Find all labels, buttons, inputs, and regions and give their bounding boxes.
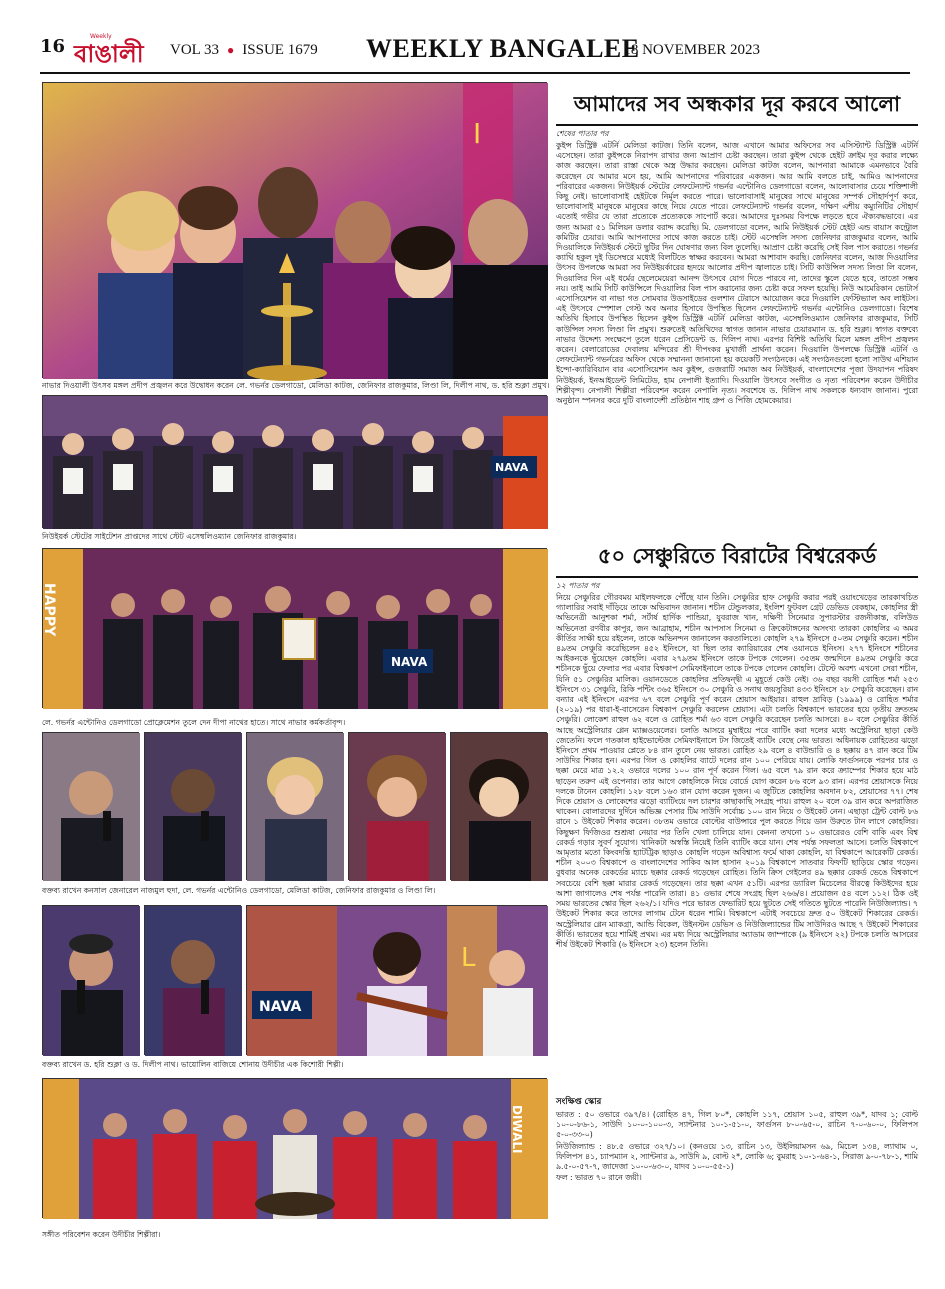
caption-photo-1: নাভার দিওয়ালী উৎসব মঙ্গল প্রদীপ প্রজ্বলন করে উদ্বোধন করেন লে. গভর্নর ডেলগাডো, মেলিডা কাটজ, জেনিফার রাজকুমার, লিণ্ডা লি, দিলীপ নাথ, ড. হরি শুক্লা প্রমুখ। bbox=[42, 381, 550, 390]
banner-letter: L bbox=[461, 943, 476, 973]
scorecard-new-zealand: নিউজিল্যান্ড : ৪৮.৫ ওভারে ৩২৭/১০। (কনওয়ে ১৩, রাচিন ১৩, উইলিয়ামসন ৬৯, মিচেল ১৩৪, ল্যাথাম ০, ফিলিপস ৪১, চ্যাপম্যান ২, স্যান্টনার ৯, সাউদি ৯, বোল্ট ২*, লোকি ৬; বুমরাহ ১০-১-৬৪-১, সিরাজ ৯-০-৭৮-১, শামি ৯.৫-০-৫৭-৭, জাদেজা ১০-০-৬৩-০, যাদব ১০-০-৫৫-১) bbox=[556, 1141, 918, 1172]
volume-issue bbox=[170, 42, 318, 59]
volume: VOL 33 bbox=[170, 42, 220, 58]
speakers-row bbox=[42, 732, 547, 882]
paper-name: WEEKLY BANGALEE bbox=[366, 34, 640, 63]
photo-citation-group bbox=[42, 395, 547, 528]
article-kohli-continued: ১২ পাতার পর bbox=[556, 581, 600, 590]
issue-date: 18 NOVEMBER 2023 bbox=[623, 42, 760, 58]
article-diwali-body: কুইন্স ডিস্ট্রিক্ট এটর্নি মেলিডা কাটজ। তিনি বলেন, আজ এখানে আমার অফিসের সব এসিস্ট্যান্ট ডিস্ট্রিক্ট এটর্নি এসেছেন। তারা কুইন্সকে নিরাপদ রাখার জন্য আপ্রাণ চেষ্টা করছেন। তারা কুইন্স থেকে হেইট ক্রাইম দূর করার লক্ষ্যে কাজ করছেন। তারা রাস্তা থেকে অস্ত্র উদ্ধার করছেন। মেলিডা কাটজ বলেন, আপনারা আমাকে এমনভাবে বৈরি করেছেন যে আমার মনে হয়, আমি আপনাদের পরিবারের একজন। আর আমি বলতে চাই, আমিও আপনাদের পরিবারের একজন। নিউইয়র্ক স্টেটের লেফটেন্যান্ট গভর্নর এন্টোনিও ডেলগাডো বলেন, আলোবাসার চেয়ে শক্তিশালী কিছু নেই। ভালোবাসাই হেইটকে নির্মূল করতে পারে। ভালোবাসাই মানুষের সাথে মানুষের সম্পর্ক সৌহার্দপূর্ণ করে, ভালোবাসাই মানুষকে মানুষের কাছে নিয়ে যেতে পারে। লেফটেন্যান্ট গভর্নর বলেন, দক্ষিণ এশীয় কম্যুনিটির সৌহার্দ এতোই গভীর যে তারা প্রত্যেকে প্রত্যেককে সাপোর্ট করে। আমাদের দুঃসময় বিপক্ষে লড়তে হবে ঐক্যবদ্ধভাবে। এর জন্য আমরা ৫১ মিলিয়ন ডলার বরাদ্দ করেছি। মি. ডেলগাডো বলেন, আমি নিউইয়র্ক স্টেট হেইট এন্ড বায়াস কন্ট্রোল কমিটির চেয়ার। আমি আপনাদের সাথে কাজ করতে চাই। স্টেট এসেম্বলি সদস্য জেনিফার রাজকুমার বলেন, আমি দিওয়ালিকে নিউইয়র্ক স্টেটে ছুটির দিন ঘোষণার জন্য বিল তুলেছি। আপ্রাণ চেষ্টা করেছি সেই বিল পাস করাতে। গভর্নর ক্যাথি হকুল দুই ডিসেম্বরে মধ্যেই বিলটিতে স্বাক্ষর করবেন। আমরা আশাবাদ করছি। জেনিফার বলেন, আজ দিওয়ালির উৎসব উপলক্ষে আমরা সব নিউইয়র্কারের হৃদয়ে আলোর প্রদীপ জ্বালাতে চাই। সিটি কাউন্সিল সদস্য লিণ্ডা লি বলেন, দিওয়ালির দিন এই ধর্মের ছেলেমেয়েরা আনন্দ উৎসবে যোগ দিতে পারবে না, তাদের স্কুলে যেতে হবে, তাতো সম্ভব নয়। তাই আমি সিটি কাউন্সিলে দিওয়ালির বিল পাস করানোর জন্য চেষ্টা করে সফল হয়েছি। নিউ আমেরিকান ভোটার্স এসোসিয়েশন বা নাভা গত সোমবার উডসাইডের গুলশান টেরাসে আয়োজন করে দিওয়ালি ফেস্টিভ্যাল অব লাইটস। এই উৎসবে স্পেশাল গেস্ট অব অনার হিসাবে উপস্থিত ছিলেন লেফটেন্যান্ট গভর্নর এন্টোনিও ডেলগাডো। বিশেষ অতিথি হিসাবে উপস্থিত ছিলেন কুইন্স ডিস্ট্রিক্ট এটর্নি মেলিডা কাটজ, এসেম্বলিওম্যান জেনিফার রাজকুমার, সিটি কাউন্সিল সদস্য লিণ্ডা লি প্রমুখ। শুরুতেই অতিথিদের স্বাগত জানান নাভার চেয়ারম্যান ড. হরি শুক্লা। স্বাগত বক্তব্যে নাভার উদ্দেশ্য সংক্ষেপে তুলে ধরেন প্রেসিডেন্ট ড. দিলিপ নাথ। এরপর বিশিষ্ট অতিথি মিলে মঙ্গল প্রদীপ প্রজ্বলন করেন। বেলারোডের দেবালয় মন্দিরের শ্রী দীপংকর মুখার্জী প্রার্থনা করেন। দিওয়ালি উপলক্ষে ডিস্ট্রিক্ট এটর্নি ও লেফটেন্যান্ট গভর্নরের অফিস থেকে সম্মাননা জানানো হয় কয়েকটি সংগঠনকে। এই সংগঠনগুলো হলো সাউথ এশিয়ান ইন্দো-ক্যারিবিয়ান বার এসোসিয়েশন অব কুইন্স, গুজরাটি সমাজ অব নিউইয়র্ক, বাংলাদেশের পূজা উদযাপন পরিষদ নিউইয়র্ক, ইনআইডেন্ট লিমিটেড, হাম নেপালী ইত্যাদি। দিওয়ালি উৎসবে সংগীত ও নৃত্য পরিবেশন করেন উদীচীর শিল্পীবৃন্দ। নেপালী শিল্পীরা পরিবেশন করেন নেপালি নৃত্য। সবশেষে ড. দিলিপ নাথ সকলকে ধন্যবাদ জানান। পুরো অনুষ্ঠান স্পনসর করে দুটি বাংলাদেশী প্রতিষ্ঠান শাহ গ্রুপ ও পিজি হোমকেয়ার। bbox=[556, 141, 918, 406]
scorecard-heading: সংক্ষিপ্ত স্কোর bbox=[556, 1097, 602, 1107]
masthead bbox=[40, 30, 910, 74]
banner-happy: HAPPY bbox=[41, 583, 57, 637]
nava-banner: NAVA bbox=[259, 999, 302, 1015]
logo-text: বাঙালী bbox=[74, 40, 144, 68]
photo-speaker-rajkumar bbox=[348, 732, 445, 880]
caption-photo-2: নিউইয়র্ক স্টেটের সাইটেশন প্রাপ্তদের সাথে স্টেট এসেম্বলিওম্যান জেনিফার রাজকুমার। bbox=[42, 532, 297, 541]
scorecard-result: ফল : ভারত ৭০ রানে জয়ী। bbox=[556, 1173, 642, 1183]
article-kohli-body: নিয়ে সেঞ্চুরির গৌরবময় মাইলফলকে পৌঁছে যান তিনি। সেঞ্চুরির হাফ সেঞ্চুরি করার পরই ওয়াংখেড়ের তারকাখচিত গ্যালারির সবাই দাঁড়িয়ে তাকে অভিবাদন জানান। শচীন টেন্ডুলকার, ইংলিশ ফুটবল গ্রেট ডেভিড বেকহাম, কোহলির স্ত্রী অভিনেত্রী আনুশকা শর্মা, সর্টার্ষ হার্দিক পান্ডিয়া, যুবরাজ খান, দক্ষিণী সিনেমার সুপারস্টার রজনীকান্ত, বলিউড অভিনেতা রণবীর কাপুর, জন আব্রাহাম, শচীন আপসাস সিনেমা ও ক্রিকেটাঙ্গনের অসংখ্য তারকা কোহলির এ অমর কীর্তির সাক্ষী হয়ে রইলেন, তাকে অভিনন্দন জানালেন করতালিতে। কোহলি ২৭৯ ইনিংসে ৫০তম সেঞ্চুরি করেন। শচীন ৪৯তম সেঞ্চুরি করেছিলেন ৪৫২ ইনিংসে, যা ছিল তার ক্যারিয়ারের শেষ ওয়ানডে ইনিংস। ২৭৭ ইনিংসে শচীনের আইকনকে ছুঁয়েছেন কোহলি। এবার ২৭৯তম ইনিংসে তাকে টপকে গেলেন। ৩৫তম জন্মদিনে ৪৯তম সেঞ্চুরি করে শচীনকে ছুঁয়ে ফেলার পর এবার বিশ্বকাপ সেমিফাইনালে তাকে টপকে গেলেন কোহলি। টেস্টে অবশ্য এখনো সেরা শচীন, যিনি ৫১ সেঞ্চুরির মালিক। ওয়ানডেতে কোহলির প্রতিদ্বন্দ্বী এ মুহূর্তে কেউ নেই। ৩৬ বছর বয়সী রোহিত শর্মা ২৫৩ ইনিংসে ৩১ সেঞ্চুরি, রিকি পন্টিং ৩৬৫ ইনিংসে ৩০ সেঞ্চুরি ও সনাথ জয়সুরিয়া ৪৩৩ ইনিংসে ২৮ সেঞ্চুরি করেছেন। রান বন্যার এই ইনিংসে এরপর ৬৭ বলে সেঞ্চুরি পূর্ণ করেন শ্রেয়াস আইয়ার। রাহুল দ্রাবিড় (১৯৯৯) ও রোহিত শর্মার (২০১৯) পর ধারা-ই-বাসেরেন বিশ্বকাপ সেঞ্চুরি করলেন শ্রেয়াস। এটা চলতি বিশ্বকাপে ভারতের হয়ে তৃতীয় দ্রুততম সেঞ্চুরি। লোকেশ রাহুল ৬২ বলে ও রোহিত শর্মা ৬৩ বলে সেঞ্চুরি করেছেন চলতি আসরে। ৪০ বলে সেঞ্চুরির কীর্তি আছে অস্ট্রেলিয়ার গ্লেন ম্যাক্সওয়েলের। চলতি আসরে মুম্বাইয়ে পরে ব্যাটিং করা দলের মধ্যে অস্ট্রেলিয়া ছাড়া কেউ জেতেনি। ফলে গতকাল হাইভোল্টেজ সেমিফাইনালে টস জিতেই ব্যাটিং বেছে নেয় ভারত। অধিনায়ক রোহিতের ঝড়ো ইনিংসে প্রথম পাওয়ার প্লেতে ৮৪ রান তুলে নেয় ভারত। রোহিত ২৯ বলে ৪ বাউন্ডারি ও ৪ ছক্কায় ৪৭ রান করে টিম সাউদির শিকার হন। এরপর গিল ও কোহলির ব্যাটে দলের রান ১০০ পেরিয়ে যায়। লোকি ফার্গুসনকে পরপর চার ও ছক্কা মেরে মাত্র ১২.২ ওভারে দলের ১০০ রান পূর্ণ করেন গিল। ৬৫ বলে ৭৯ রান করে ক্র্যাম্পের শিকার হয়ে মাঠ ছাড়েন তরুণ এই ওপেনার। তার আগে কোহলিকে নিয়ে বোর্ডে যোগ করেন ৮৬ বলে ৯৩ রান। এরপর শ্রেয়াসকে নিয়ে দলকে টানেন কোহলি। ১২৮ বলে ১৬৩ রান যোগ করেন দুজন। এ জুটিতে কোহলির অবদান ৮২, শ্রেয়াসের ৭৭। শেষ দিকে শ্রেয়াস ও লোকেশের ঝড়ো ব্যাটিংয়ে দল চারশর কাছাকাছি সংগ্রহ পায়। রাহুল ২০ বলে ৩৯ রান করে অপরাজিত থাকেন। বোলারদের দুর্দিনে অভিজ্ঞ পেসার টিম সাউদি সর্বোচ্চ ১০০ রান নিয়ে ৩ উইকেট নেন। এছাড়া ট্রেন্ট বোল্ট ৮৬ রানে ১ উইকেট শিকার করেন। ৩৮তম ওভারে বোল্টের বাউন্সারে পুল করতে গিয়ে ডান উরুতে টান লাগে কোহলির। কিছুক্ষণ ফিজিওর শুশ্রূষা নেয়ার পর তিনি খেলা চালিয়ে যান। কেননা তখনো ১০ ওভারেরও বেশি বাকি এবং বিশ্ব রেকর্ড গড়ার সুবর্ণ সুযোগ। খানিকটা অস্বস্তি নিয়েই তিনি ব্যাটিং করে যান। শেষ পর্যন্ত সফলতা আসে। চলতি বিশ্বকাপে আমৃতার মতো কিংবদন্তি হ্যাটট্রিক ছাড়াও কোহলি গড়েন অবিশ্বাস্য ফর্মে থাকা কোহলি, যা বিশ্বকাপে আরেকটি রেকর্ড। শচীন ২০০৩ বিশ্বকাপে ও বাংলাদেশের সাকিব আল হাসান ২০১৯ বিশ্বকাপে সাতবার ফিফটি ছাড়িয়ে স্কোর গড়েন। বুধবার অনেক রেকর্ডের ম্যাচে ছক্কার রেকর্ড গড়েছেন রোহিত। তিনি ক্রিস গেইলের ৪৯ ছক্কার রেকর্ড ভেঙে বিশ্বকাপে সবচেয়ে বেশি ছক্কা মারার রেকর্ড গড়েছেন। তার ছক্কা এখন ৫১টি। এরপর ড্যারিল মিচেলের বীরত্বে কিউইদের হয়ে আশা জাগালেও শেষ পর্যন্ত পারেনি তারা। ৪১ ওভার শেষে সংগ্রহ ছিল ২৬৬/৪। প্রয়োজন ৫৪ বলে ১১২। ঠিক ওই সময় ভারতের স্কোর ছিল ২৬২/১। যদিও পরে ভারত ফেভারিট হয়ে ছুটতে সেই গতিতে ছুটতে পারেনি নিউজিল্যান্ড। ৭ উইকেট শিকার করে তাদের লাগাম টেনে ধরেন শামি। বিশ্বকাপে এটাই সবচেয়ে দ্রুত ৫০ উইকেট শিকারের রেকর্ড। অস্ট্রেলিয়ার গ্লেন ম্যাকগ্রা, আন্ডি বিকেল, উইনস্টন ডেভিস ও নিউজিল্যান্ডের টিম সাউদিরও আছে ৭ উইকেট শিকারের কীর্তি। ভারতের হয়ে শামিই প্রথম। এর মধ্য দিয়ে অস্ট্রেলিয়ার অ্যাডাম জাম্পাকে (৯ ইনিংসে ২২) টপকে চলতি আসরের শীর্ষ উইকেট শিকারি (৬ ইনিংসে ২৩) হলেন তিনি। bbox=[556, 593, 918, 949]
article-diwali bbox=[556, 86, 918, 530]
photo-violinist bbox=[246, 905, 547, 1055]
banner-letter: I bbox=[473, 117, 482, 150]
caption-photo-4: বক্তব্য রাখেন কনসাল জেনারেল নাজমুল হুদা, লে. গভর্নর এন্টোনিও ডেলগাডো, মেলিডা কাটজ, জেনিফার রাজকুমার ও লিণ্ডা লি। bbox=[42, 886, 436, 895]
caption-photo-5: বক্তব্য রাখেন ড. হরি শুক্লা ও ড. দিলীপ নাথ। ভায়োলিন বাজিয়ে শোনায় উদীচীর এক কিশোরী শিল্পী। bbox=[42, 1060, 344, 1069]
caption-photo-6: সঙ্গীত পরিবেশন করেন উদীচীর শিল্পীরা। bbox=[42, 1230, 161, 1239]
photo-speaker-linda-lee bbox=[450, 732, 547, 880]
photo-speaker-lt-governor bbox=[144, 732, 241, 880]
caption-photo-3: লে. গভর্নর এন্টোনিও ডেলগাডো প্রোক্লেমেশন তুলে দেন দীপা নাথের হাতে। সাথে নাভার কর্মকর্তাবৃন্দ। bbox=[42, 718, 346, 727]
article-kohli-headline: ৫০ সেঞ্চুরিতে বিরাটের বিশ্বরেকর্ড bbox=[556, 538, 918, 578]
bullet-icon: ● bbox=[227, 43, 235, 57]
article-diwali-headline: আমাদের সব অন্ধকার দূর করবে আলো bbox=[556, 86, 918, 126]
logo-small-text: Weekly bbox=[90, 33, 112, 40]
nava-sign: NAVA bbox=[495, 461, 529, 474]
photo-speaker-consul bbox=[42, 732, 139, 880]
issue: ISSUE 1679 bbox=[242, 42, 318, 58]
photo-lamp-lighting bbox=[42, 82, 547, 378]
photo-speaker-katz bbox=[246, 732, 343, 880]
photo-proclamation bbox=[42, 548, 547, 708]
speakers-violin-row bbox=[42, 905, 547, 1057]
nava-podium-sign: NAVA bbox=[391, 655, 428, 669]
photo-singers bbox=[42, 1078, 547, 1218]
banner-diwali: DIWALI bbox=[510, 1105, 524, 1154]
article-diwali-continued: শেষের পাতার পর bbox=[556, 129, 609, 138]
photo-speaker-hari-shukla bbox=[42, 905, 139, 1055]
scorecard-india: ভারত : ৫০ ওভারে ৩৯৭/৪। (রোহিত ৪৭, গিল ৮০*, কোহলি ১১৭, শ্রেয়াস ১০৫, রাহুল ৩৯*, যাদব ১; বোল্ট ১০-০-৮৬-১, সাউদি ১০-০-১০০-৩, স্যান্টনার ১০-১-৫১-০, ফার্গুসন ৮-০-৬৫-০, রাচিন ৭-০-৬০-০, ফিলিপস ৫-০-৩৩-০) bbox=[556, 1110, 918, 1140]
page-number: 16 bbox=[40, 36, 66, 57]
photo-speaker-dilip-nath bbox=[144, 905, 241, 1055]
article-kohli-record bbox=[556, 538, 918, 1258]
